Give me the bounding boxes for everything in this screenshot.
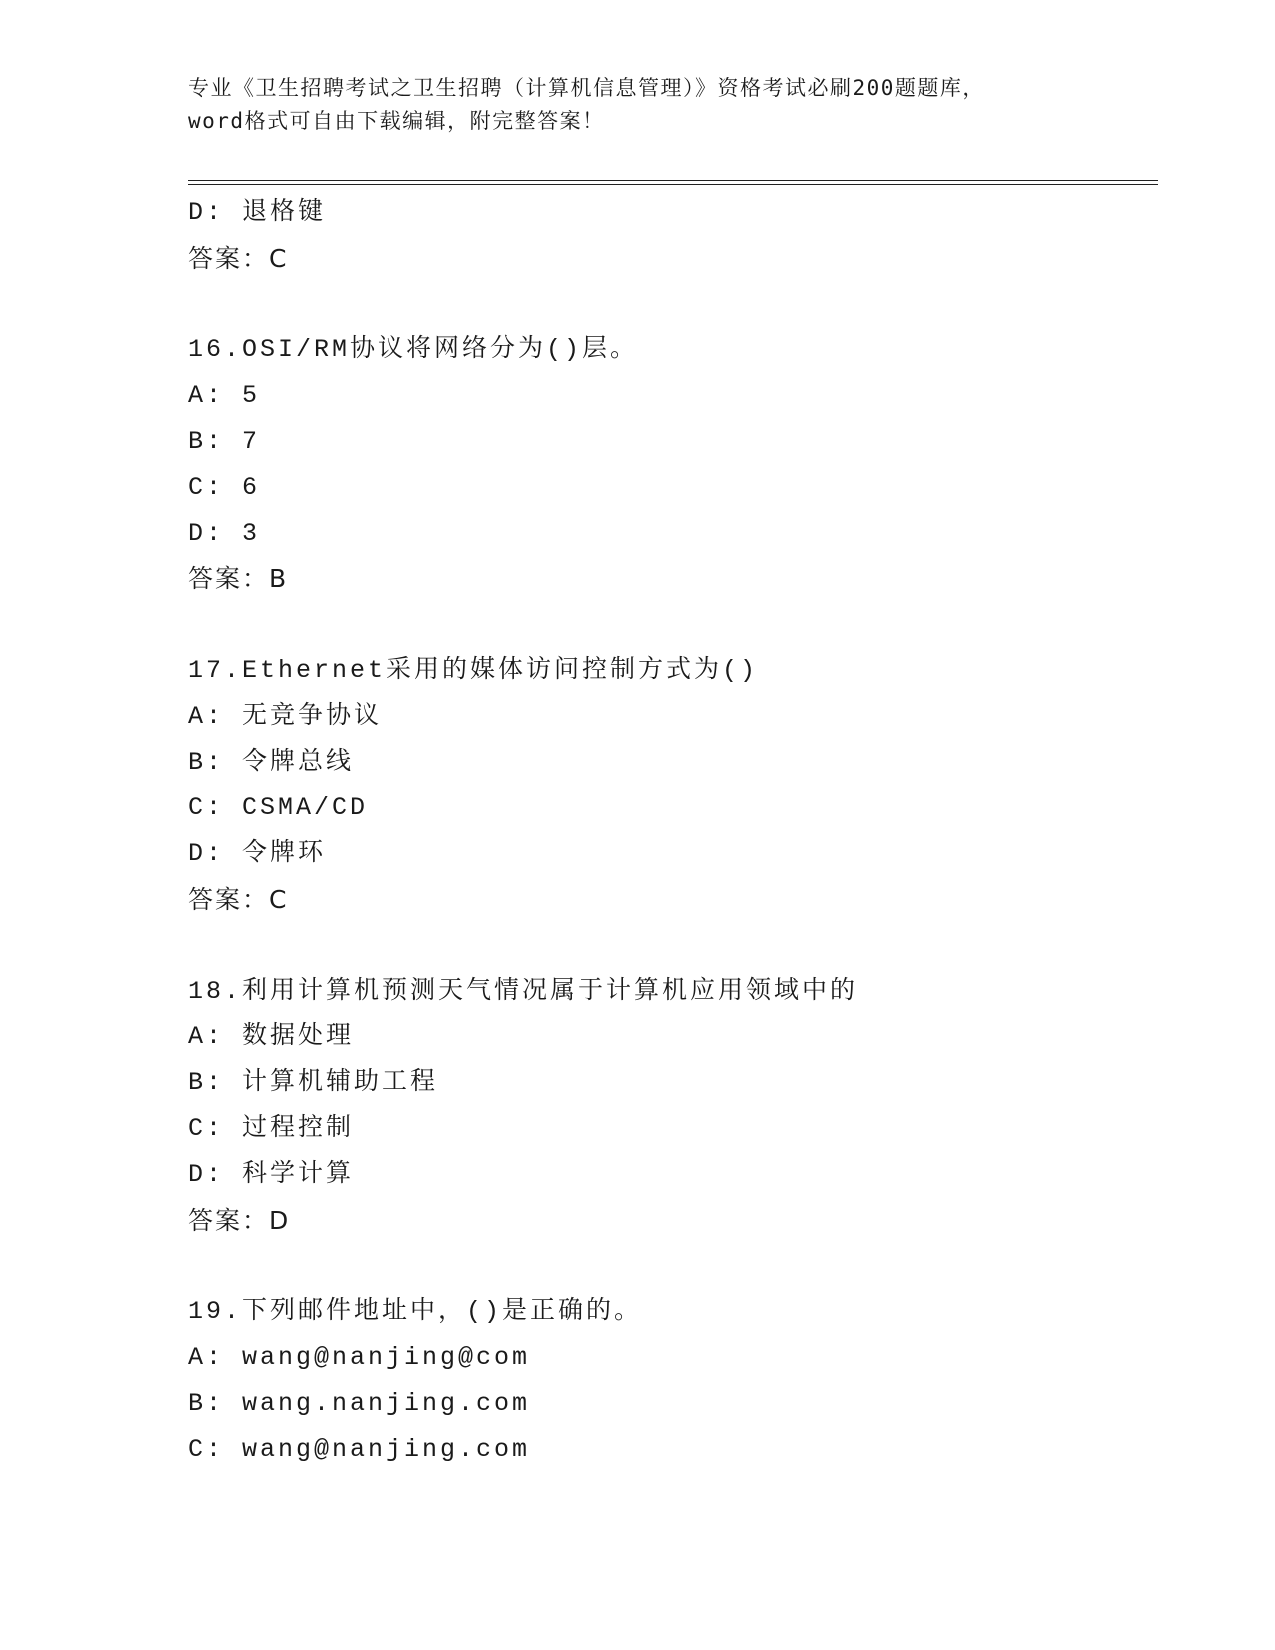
option-a: A: 无竞争协议 [188, 701, 383, 731]
option-a: A: 数据处理 [188, 1022, 355, 1052]
question-list [188, 190, 1168, 1472]
option-b: B: wang.nanjing.com [188, 1388, 531, 1418]
answer-line: 答案：D [188, 1205, 291, 1235]
option-c: C: 过程控制 [188, 1113, 355, 1143]
option-b: B: 计算机辅助工程 [188, 1068, 439, 1098]
spacer [188, 602, 1168, 648]
option-d: D: 退格键 [188, 198, 327, 227]
answer-line: 答案：B [188, 564, 289, 594]
option-d: D: 科学计算 [188, 1159, 355, 1189]
option-b: B: 7 [188, 426, 261, 456]
option-a: A: 5 [188, 381, 261, 411]
document-header [188, 72, 1088, 138]
option-b: B: 令牌总线 [188, 747, 355, 777]
question-stem: 18.利用计算机预测天气情况属于计算机应用领域中的 [188, 976, 859, 1006]
header-line-1: 专业《卫生招聘考试之卫生招聘（计算机信息管理）》资格考试必刷200题题库， [188, 76, 985, 100]
answer-line: 答案：C [188, 884, 289, 914]
answer-line: 答案：C [188, 243, 289, 273]
header-line-2: word格式可自由下载编辑，附完整答案！ [188, 109, 605, 133]
question-stem: 17.Ethernet采用的媒体访问控制方式为() [188, 655, 759, 685]
question-stem: 19.下列邮件地址中，()是正确的。 [188, 1297, 643, 1327]
option-d: D: 令牌环 [188, 839, 327, 869]
header-divider [188, 180, 1158, 185]
option-c: C: 6 [188, 472, 261, 502]
question-stem: 16.OSI/RM协议将网络分为()层。 [188, 335, 639, 365]
option-a: A: wang@nanjing@com [188, 1342, 531, 1372]
option-d: D: 3 [188, 518, 261, 548]
spacer [188, 923, 1168, 969]
spacer [188, 282, 1168, 328]
option-c: C: wang@nanjing.com [188, 1434, 531, 1464]
option-c: C: CSMA/CD [188, 793, 369, 823]
spacer [188, 1243, 1168, 1289]
